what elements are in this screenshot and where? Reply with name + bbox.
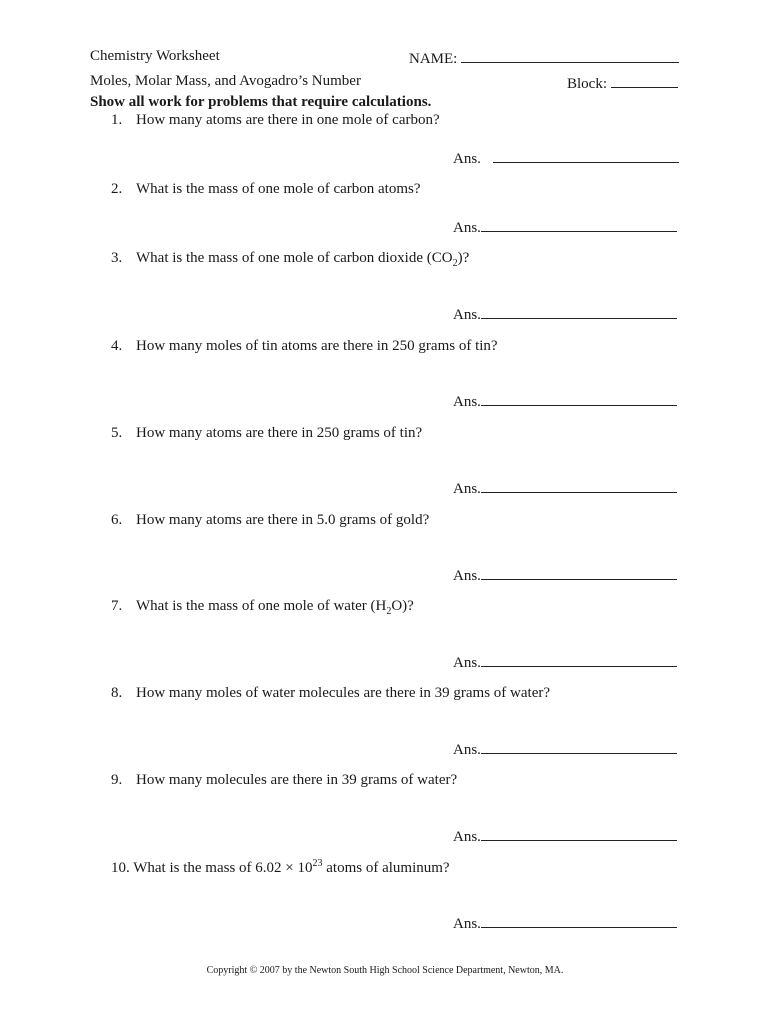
answer-1[interactable] [453, 148, 679, 168]
copyright-notice: Copyright © 2007 by the Newton South High School Science Department, Newton, MA. [206, 965, 564, 976]
superscript: 23 [312, 858, 323, 869]
answer-line[interactable] [481, 913, 677, 928]
question-number: 8. [111, 685, 123, 701]
question-7 [111, 598, 414, 617]
answer-9[interactable] [453, 826, 677, 846]
answer-line[interactable] [481, 217, 677, 232]
question-5 [111, 425, 422, 442]
question-4 [111, 338, 498, 355]
question-1 [111, 112, 440, 129]
subscript: 2 [452, 258, 458, 269]
question-number: 1. [111, 112, 123, 128]
answer-label: Ans. [453, 568, 481, 584]
answer-label: Ans. [453, 916, 481, 932]
question-text: What is the mass of one mole of water (H [136, 598, 387, 614]
answer-line[interactable] [481, 565, 677, 580]
worksheet-title: Chemistry Worksheet [90, 48, 220, 64]
question-number: 3. [111, 250, 123, 266]
answer-line[interactable] [481, 652, 677, 667]
answer-4[interactable] [453, 391, 677, 411]
answer-label: Ans. [453, 742, 481, 758]
question-text: What is the mass of one mole of carbon atoms? [136, 181, 421, 197]
answer-label: Ans. [453, 151, 481, 167]
answer-10[interactable] [453, 913, 677, 933]
answer-line[interactable] [481, 304, 677, 319]
name-label: NAME: [409, 51, 458, 67]
question-text-end: )? [457, 250, 470, 266]
instructions: Show all work for problems that require calculations. [90, 94, 432, 110]
answer-2[interactable] [453, 217, 677, 237]
question-text: How many atoms are there in 250 grams of tin? [136, 425, 423, 441]
answer-line[interactable] [481, 391, 677, 406]
answer-6[interactable] [453, 565, 677, 585]
answer-line[interactable] [481, 478, 677, 493]
question-text-end: atoms of aluminum? [322, 860, 450, 876]
block-label: Block: [567, 76, 607, 92]
question-10 [111, 858, 450, 877]
question-number: 5. [111, 425, 123, 441]
answer-7[interactable] [453, 652, 677, 672]
question-text: How many moles of tin atoms are there in 250 grams of tin? [136, 338, 498, 354]
question-3 [111, 250, 469, 269]
question-number: 4. [111, 338, 123, 354]
answer-label: Ans. [453, 307, 481, 323]
block-field[interactable] [567, 73, 678, 93]
answer-label: Ans. [453, 655, 481, 671]
question-8 [111, 685, 550, 702]
block-line[interactable] [611, 73, 678, 88]
question-number: 10. [111, 860, 130, 876]
answer-5[interactable] [453, 478, 677, 498]
question-number: 7. [111, 598, 123, 614]
question-text: How many atoms are there in one mole of carbon? [136, 112, 440, 128]
answer-line[interactable] [493, 148, 679, 163]
worksheet-subtitle: Moles, Molar Mass, and Avogadro’s Number [90, 73, 361, 89]
question-text: How many molecules are there in 39 grams of water? [136, 772, 458, 788]
answer-label: Ans. [453, 481, 481, 497]
answer-label: Ans. [453, 220, 481, 236]
answer-label: Ans. [453, 394, 481, 410]
question-text: How many moles of water molecules are there in 39 grams of water? [136, 685, 551, 701]
question-number: 6. [111, 512, 123, 528]
answer-line[interactable] [481, 826, 677, 841]
answer-8[interactable] [453, 739, 677, 759]
question-number: 9. [111, 772, 123, 788]
question-number: 2. [111, 181, 123, 197]
question-2 [111, 181, 421, 198]
question-text: How many atoms are there in 5.0 grams of gold? [136, 512, 430, 528]
answer-line[interactable] [481, 739, 677, 754]
answer-label: Ans. [453, 829, 481, 845]
question-text-end: O)? [391, 598, 414, 614]
question-9 [111, 772, 457, 789]
question-6 [111, 512, 429, 529]
question-text: What is the mass of 6.02 × 10 [133, 860, 313, 876]
subscript: 2 [386, 606, 392, 617]
question-text: What is the mass of one mole of carbon dioxide (CO [136, 250, 453, 266]
name-line[interactable] [461, 48, 679, 63]
name-field[interactable] [409, 48, 679, 68]
answer-3[interactable] [453, 304, 677, 324]
